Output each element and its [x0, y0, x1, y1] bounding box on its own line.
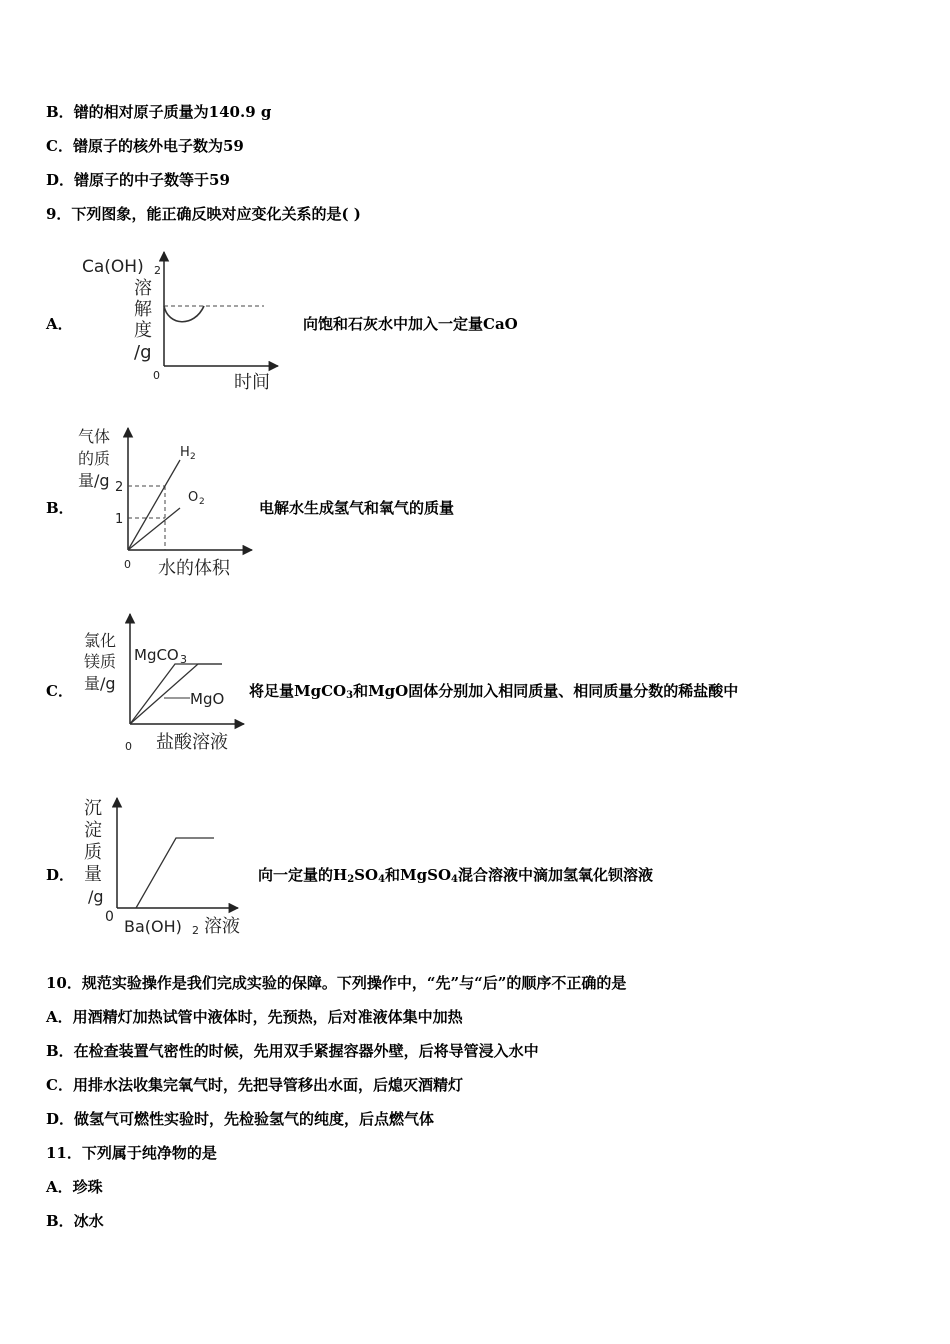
graph-a-ylabel-char: 解 [134, 299, 152, 320]
q9-option-a-text: 向饱和石灰水中加入一定量CaO [303, 315, 518, 333]
graph-a-ylabel-sub: 2 [154, 264, 161, 277]
graph-c-ylabel-line: 量/g [84, 674, 116, 693]
q10-option-a: A．用酒精灯加热试管中液体时，先预热，后对准液体集中加热 [46, 1008, 463, 1026]
graph-b-ylabel-line: 量/g [78, 471, 110, 490]
q9-option-d-text-post: 混合溶液中滴加氢氧化钡溶液 [458, 866, 654, 884]
graph-a-curve [164, 306, 204, 322]
q9-graph-a [70, 246, 300, 396]
graph-a-ylabel-top: Ca(OH) [82, 257, 144, 277]
graph-b-tick-1: 1 [115, 512, 124, 527]
graph-a-ylabel-char: 度 [134, 320, 152, 341]
q8-option-c: C．镨原子的核外电子数为59 [46, 137, 244, 155]
graph-d-origin: 0 [105, 909, 114, 925]
q9-option-d-sub3: 4 [451, 874, 458, 885]
graph-b-o2-label: O [188, 490, 199, 505]
graph-d-precipitate-line [136, 838, 214, 908]
q10-option-d: D．做氢气可燃性实验时，先检验氢气的纯度，后点燃气体 [46, 1110, 435, 1128]
q9-option-c-text-pre: 将足量MgCO [249, 682, 347, 700]
q9-option-a-label: A． [46, 315, 73, 333]
q9-option-c-label: C． [46, 682, 73, 700]
graph-b-o2-sub: 2 [199, 497, 205, 507]
graph-b-ylabel-line: 气体 [78, 427, 111, 446]
graph-d-ylabel-char: 沉 [84, 798, 102, 819]
q9-option-d-text-pre: 向一定量的H [258, 866, 348, 884]
q9-option-d-label: D． [46, 866, 75, 884]
graph-b-tick-2: 2 [115, 480, 124, 495]
graph-c-mgco3-label: MgCO [134, 646, 179, 664]
q9-graph-c [78, 610, 248, 760]
q9-option-d-sub2: 4 [378, 874, 386, 885]
q11-option-b: B．冰水 [46, 1212, 104, 1230]
graph-b-line-o2 [128, 508, 180, 550]
graph-d-ylabel-char: 质 [84, 842, 102, 863]
q9-option-d-sub1: 2 [347, 874, 355, 885]
q8-option-b: B．镨的相对原子质量为140.9 g [46, 103, 272, 121]
graph-b-h2-sub: 2 [190, 452, 196, 462]
q9-option-b-text: 电解水生成氢气和氧气的质量 [259, 499, 455, 517]
graph-b-h2-label: H [180, 445, 190, 460]
graph-d-ylabel-char: 淀 [84, 820, 102, 841]
graph-d-ylabel-char: /g [88, 887, 104, 906]
q9-graph-d [78, 794, 258, 944]
graph-a-ylabel-char: 溶 [134, 278, 152, 299]
q10-option-c: C．用排水法收集完氧气时，先把导管移出水面，后熄灭酒精灯 [46, 1076, 463, 1094]
q8-option-d: D．镨原子的中子数等于59 [46, 171, 230, 189]
q9-option-d-mid2: 和MgSO [385, 866, 452, 884]
q9-option-c-text-post: 和MgO固体分别加入相同质量、相同质量分数的稀盐酸中 [353, 682, 739, 700]
q11-stem: 11．下列属于纯净物的是 [46, 1144, 217, 1162]
graph-d-xlabel-post: 溶液 [204, 916, 240, 937]
q9-option-b-label: B． [46, 499, 74, 517]
graph-c-xlabel: 盐酸溶液 [156, 732, 228, 753]
graph-a-xlabel: 时间 [234, 372, 270, 393]
graph-c-ylabel-line: 镁质 [84, 652, 117, 671]
q10-option-b: B．在检查装置气密性的时候，先用双手紧握容器外壁，后将导管浸入水中 [46, 1042, 539, 1060]
graph-b-line-h2 [128, 460, 180, 550]
q9-option-c-text [249, 681, 738, 706]
q11-option-a: A．珍珠 [46, 1178, 103, 1196]
q9-option-c-text-sub: 3 [346, 690, 354, 701]
graph-b-origin: 0 [124, 558, 131, 571]
graph-d-ylabel-char: 量 [84, 864, 102, 885]
q9-stem: 9．下列图象，能正确反映对应变化关系的是( ) [46, 205, 361, 223]
q10-stem: 10．规范实验操作是我们完成实验的保障。下列操作中，“先”与“后”的顺序不正确的是 [46, 974, 627, 992]
graph-c-ylabel-line: 氯化 [84, 631, 117, 650]
graph-c-origin: 0 [125, 740, 132, 753]
graph-a-origin: 0 [153, 369, 160, 382]
q9-option-d-mid1: SO [354, 866, 379, 884]
q9-option-d-text [258, 865, 653, 890]
q9-graph-b [70, 424, 260, 584]
graph-c-mgo-label: MgO [190, 690, 225, 708]
graph-c-mgco3-sub: 3 [180, 653, 187, 666]
graph-d-xlabel-pre: Ba(OH) [124, 917, 182, 936]
graph-d-xlabel-sub: 2 [192, 924, 199, 937]
graph-b-xlabel: 水的体积 [158, 558, 230, 579]
graph-b-ylabel-line: 的质 [78, 449, 111, 468]
graph-a-ylabel-char: /g [134, 342, 152, 363]
